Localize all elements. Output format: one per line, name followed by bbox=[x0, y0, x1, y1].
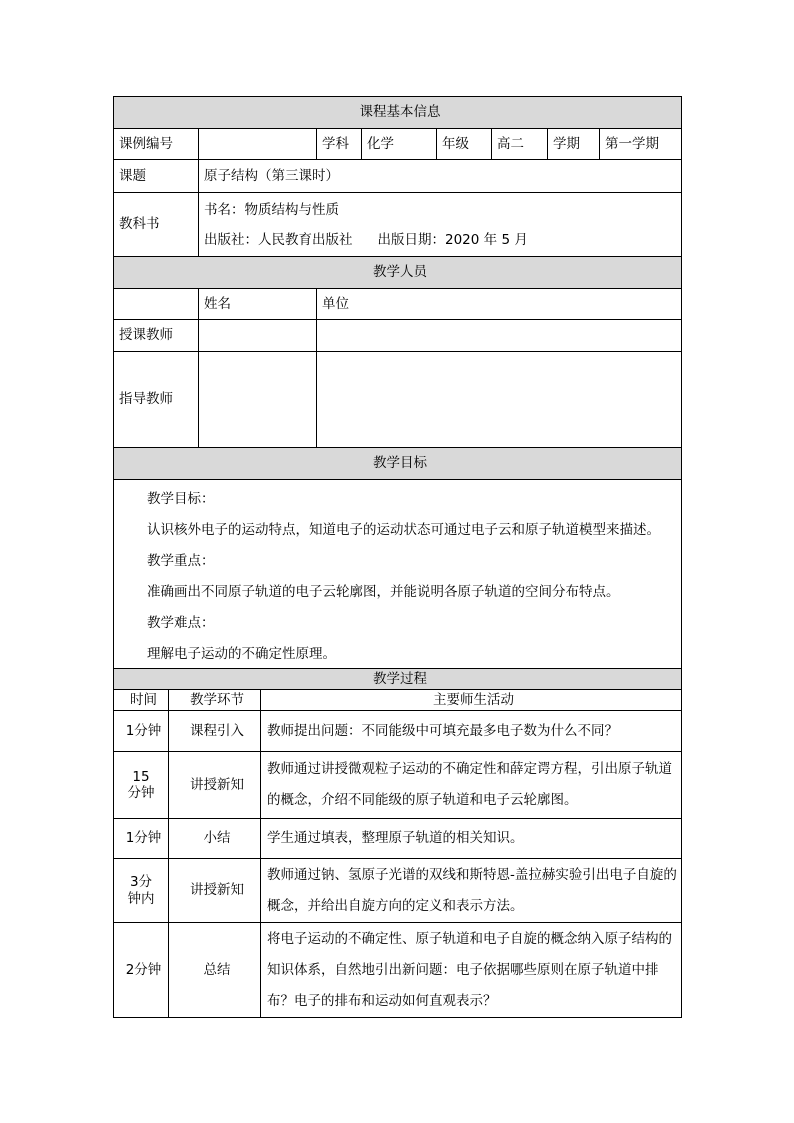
stage-cell: 讲授新知 bbox=[169, 752, 261, 819]
table-row bbox=[114, 752, 682, 819]
activity-cell: 教师提出问题：不同能级中可填充最多电子数为什么不同？ bbox=[261, 711, 682, 752]
time-col-header: 时间 bbox=[114, 690, 169, 711]
stage-cell: 总结 bbox=[169, 923, 261, 1018]
course-info-table bbox=[113, 96, 682, 671]
term-label: 学期 bbox=[548, 129, 600, 160]
teacher-name bbox=[199, 320, 317, 352]
activity-cell: 将电子运动的不确定性、原子轨道和电子自旋的概念纳入原子结构的知识体系，自然地引出新问题：电子依据哪些原则在原子轨道中排布？电子的排布和运动如何直观表示？ bbox=[261, 923, 682, 1018]
staff-blank-cell bbox=[114, 289, 199, 320]
difficulty-text: 理解电子运动的不确定性原理。 bbox=[147, 646, 336, 662]
stage-cell: 课程引入 bbox=[169, 711, 261, 752]
activity-col-header: 主要师生活动 bbox=[261, 690, 682, 711]
table-row bbox=[114, 711, 682, 752]
table-row bbox=[114, 859, 682, 923]
process-header: 教学过程 bbox=[114, 669, 682, 690]
topic-value: 原子结构（第三课时） bbox=[199, 160, 682, 193]
activity-cell: 教师通过讲授微观粒子运动的不确定性和薛定谔方程，引出原子轨道的概念，介绍不同能级的原子轨道和电子云轮廓图。 bbox=[261, 752, 682, 819]
teacher-label: 授课教师 bbox=[114, 320, 199, 352]
grade-value: 高二 bbox=[492, 129, 548, 160]
grade-label: 年级 bbox=[437, 129, 492, 160]
publish-date: 出版日期：2020 年 5 月 bbox=[377, 231, 528, 248]
goals-content bbox=[114, 480, 682, 671]
time-cell: 15分钟 bbox=[114, 752, 169, 819]
unit-col-header: 单位 bbox=[317, 289, 682, 320]
table-row bbox=[114, 923, 682, 1018]
stage-cell: 小结 bbox=[169, 819, 261, 859]
publisher-line bbox=[204, 225, 681, 255]
time-cell: 3分钟内 bbox=[114, 859, 169, 923]
subject-value: 化学 bbox=[362, 129, 437, 160]
table-row bbox=[114, 819, 682, 859]
textbook-label: 教科书 bbox=[114, 193, 199, 257]
topic-label: 课题 bbox=[114, 160, 199, 193]
textbook-info bbox=[199, 193, 682, 257]
publisher: 出版社：人民教育出版社 bbox=[204, 231, 353, 248]
mentor-name bbox=[199, 352, 317, 448]
time-cell: 2分钟 bbox=[114, 923, 169, 1018]
key-points-title: 教学重点： bbox=[147, 553, 215, 569]
teacher-unit bbox=[317, 320, 682, 352]
goals-title: 教学目标： bbox=[147, 491, 215, 507]
subject-label: 学科 bbox=[317, 129, 362, 160]
difficulty-title: 教学难点： bbox=[147, 615, 215, 631]
staff-header: 教学人员 bbox=[114, 257, 682, 289]
stage-cell: 讲授新知 bbox=[169, 859, 261, 923]
name-col-header: 姓名 bbox=[199, 289, 317, 320]
basic-info-header: 课程基本信息 bbox=[114, 97, 682, 129]
key-points-text: 准确画出不同原子轨道的电子云轮廓图，并能说明各原子轨道的空间分布特点。 bbox=[147, 584, 620, 600]
course-no-value bbox=[199, 129, 317, 160]
book-name: 书名：物质结构与性质 bbox=[204, 201, 339, 218]
goals-text: 认识核外电子的运动特点，知道电子的运动状态可通过电子云和原子轨道模型来描述。 bbox=[147, 522, 660, 538]
activity-cell: 教师通过钠、氢原子光谱的双线和斯特恩-盖拉赫实验引出电子自旋的概念，并给出自旋方向的定义和表示方法。 bbox=[261, 859, 682, 923]
mentor-unit bbox=[317, 352, 682, 448]
goals-header: 教学目标 bbox=[114, 448, 682, 480]
course-no-label: 课例编号 bbox=[114, 129, 199, 160]
mentor-label: 指导教师 bbox=[114, 352, 199, 448]
time-cell: 1分钟 bbox=[114, 711, 169, 752]
time-cell: 1分钟 bbox=[114, 819, 169, 859]
activity-cell: 学生通过填表，整理原子轨道的相关知识。 bbox=[261, 819, 682, 859]
process-table bbox=[113, 668, 682, 1018]
term-value: 第一学期 bbox=[600, 129, 682, 160]
stage-col-header: 教学环节 bbox=[169, 690, 261, 711]
